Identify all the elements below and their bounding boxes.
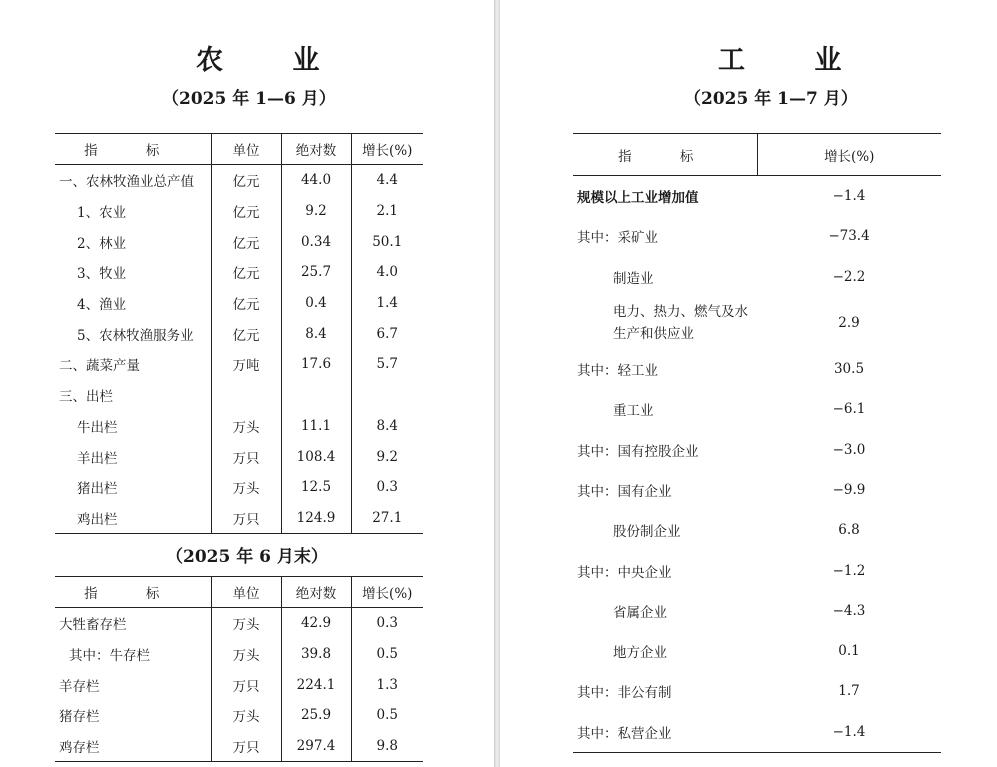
absolute-cell: 9.2 (281, 196, 351, 227)
growth-cell: 1.3 (351, 669, 423, 700)
table-row (55, 411, 423, 442)
growth-cell: −73.4 (828, 228, 870, 245)
unit-cell: 万头 (211, 608, 281, 639)
indicator-cell (573, 349, 757, 389)
unit-cell: 万只 (211, 731, 281, 762)
indicator-cell: 二、蔬菜产量 (59, 358, 140, 375)
indicator-label: 其中：轻工业 (577, 363, 658, 380)
growth-cell: −1.4 (832, 188, 866, 205)
indicator-label: 其中：非公有制 (577, 685, 672, 702)
growth-cell: 30.5 (833, 361, 865, 378)
growth-cell: −2.2 (832, 268, 866, 285)
indicator-cell: 其中：牛存栏 (69, 648, 150, 665)
growth-cell: 50.1 (351, 226, 423, 257)
indicator-cell (573, 591, 757, 631)
growth-cell: 4.4 (351, 165, 423, 196)
indicator-cell: 5、农林牧渔服务业 (77, 327, 194, 344)
header-indicator: 指 标 (55, 577, 211, 608)
growth-cell: 6.7 (351, 318, 423, 349)
indicator-cell: 牛出栏 (77, 419, 118, 436)
unit-cell (211, 380, 281, 411)
table-row (573, 176, 941, 217)
growth-cell: 1.4 (351, 288, 423, 319)
growth-cell: 2.9 (838, 314, 860, 331)
table-row (55, 196, 423, 227)
absolute-cell: 0.4 (281, 288, 351, 319)
table-row (573, 257, 941, 297)
indicator-label: 规模以上工业增加值 (577, 190, 699, 207)
indicator-label: 其中：国有企业 (577, 483, 672, 500)
growth-cell: 1.7 (838, 683, 860, 700)
indicator-cell: 羊出栏 (77, 450, 118, 467)
header-unit: 单位 (211, 134, 281, 165)
indicator-label: 制造业 (613, 270, 654, 287)
unit-cell: 亿元 (211, 196, 281, 227)
table-row (573, 510, 941, 550)
absolute-cell: 44.0 (281, 165, 351, 196)
growth-cell: −4.3 (832, 602, 866, 619)
industry-table (573, 133, 941, 753)
table-row (55, 226, 423, 257)
table-row (573, 631, 941, 671)
absolute-cell: 25.9 (281, 700, 351, 731)
unit-cell: 万吨 (211, 349, 281, 380)
header-growth: 增长(%) (351, 134, 423, 165)
indicator-label-line2: 生产和供应业 (613, 325, 694, 342)
absolute-cell: 297.4 (281, 731, 351, 762)
indicator-cell: 1、农业 (77, 205, 127, 222)
absolute-cell: 42.9 (281, 608, 351, 639)
industry-period: （2025 年 1—7 月） (684, 89, 858, 109)
table-row (55, 700, 423, 731)
unit-cell: 亿元 (211, 318, 281, 349)
indicator-cell (573, 216, 757, 256)
indicator-cell: 鸡存栏 (59, 740, 100, 757)
indicator-cell: 2、林业 (77, 235, 127, 252)
growth-cell: 0.3 (351, 472, 423, 503)
indicator-cell (573, 297, 757, 349)
indicator-cell: 三、出栏 (59, 389, 113, 406)
header-unit: 单位 (211, 577, 281, 608)
indicator-cell (573, 510, 757, 550)
table-row (55, 731, 423, 762)
indicator-cell: 羊存栏 (59, 678, 100, 695)
growth-cell: 0.5 (351, 639, 423, 670)
table-row (573, 671, 941, 711)
table-row (573, 470, 941, 510)
table-row (55, 349, 423, 380)
indicator-label: 其中：私营企业 (577, 725, 672, 742)
growth-cell (351, 380, 423, 411)
indicator-cell: 猪存栏 (59, 709, 100, 726)
absolute-cell: 17.6 (281, 349, 351, 380)
unit-cell: 亿元 (211, 257, 281, 288)
unit-cell: 万只 (211, 503, 281, 534)
header-absolute: 绝对数 (281, 134, 351, 165)
table-row (573, 591, 941, 631)
table-row (55, 441, 423, 472)
table-row (573, 429, 941, 469)
table-row (55, 165, 423, 196)
industry-title: 工 业 (718, 45, 872, 76)
indicator-label: 电力、热力、燃气及水 (613, 303, 748, 320)
table-row (55, 608, 423, 639)
growth-cell: 0.3 (351, 608, 423, 639)
table-row (55, 639, 423, 670)
header-indicator: 指 标 (55, 134, 211, 165)
table-row (573, 389, 941, 429)
unit-cell: 万头 (211, 700, 281, 731)
absolute-cell: 0.34 (281, 226, 351, 257)
indicator-cell: 3、牧业 (77, 266, 127, 283)
indicator-cell (573, 389, 757, 429)
unit-cell: 万头 (211, 639, 281, 670)
indicator-label: 其中：采矿业 (577, 230, 658, 247)
absolute-cell: 8.4 (281, 318, 351, 349)
inventory-period: （2025 年 6 月末） (166, 547, 328, 567)
growth-cell: 0.1 (838, 643, 860, 660)
indicator-cell (573, 176, 757, 217)
growth-cell: −6.1 (832, 401, 866, 418)
header-growth: 增长(%) (351, 577, 423, 608)
growth-cell: 8.4 (351, 411, 423, 442)
table-row (573, 216, 941, 256)
growth-cell: 9.8 (351, 731, 423, 762)
indicator-label: 省属企业 (613, 604, 667, 621)
table-row (55, 257, 423, 288)
indicator-label: 重工业 (613, 403, 654, 420)
indicator-cell (573, 712, 757, 753)
agriculture-output-table (55, 133, 423, 534)
absolute-cell: 108.4 (281, 441, 351, 472)
unit-cell: 万只 (211, 669, 281, 700)
absolute-cell: 39.8 (281, 639, 351, 670)
growth-cell: 5.7 (351, 349, 423, 380)
indicator-cell (573, 671, 757, 711)
absolute-cell: 124.9 (281, 503, 351, 534)
left-page (0, 0, 494, 767)
table-row (55, 503, 423, 534)
indicator-cell (573, 257, 757, 297)
absolute-cell (281, 380, 351, 411)
absolute-cell: 12.5 (281, 472, 351, 503)
growth-cell: −9.9 (832, 481, 866, 498)
unit-cell: 亿元 (211, 226, 281, 257)
table-row (573, 550, 941, 590)
indicator-cell: 鸡出栏 (77, 511, 118, 528)
unit-cell: 亿元 (211, 288, 281, 319)
indicator-cell (573, 631, 757, 671)
absolute-cell: 224.1 (281, 669, 351, 700)
table-row (573, 712, 941, 753)
unit-cell: 万头 (211, 472, 281, 503)
table-row (55, 318, 423, 349)
table-row (55, 472, 423, 503)
indicator-label: 其中：国有控股企业 (577, 443, 699, 460)
header-growth: 增长(%) (757, 134, 941, 176)
indicator-cell: 大牲畜存栏 (59, 617, 127, 634)
growth-cell: −1.4 (832, 723, 866, 740)
indicator-label: 股份制企业 (613, 524, 681, 541)
table-header-row (55, 134, 423, 165)
indicator-cell (573, 429, 757, 469)
indicator-cell (573, 550, 757, 590)
growth-cell: −1.2 (832, 562, 866, 579)
growth-cell: 0.5 (351, 700, 423, 731)
absolute-cell: 25.7 (281, 257, 351, 288)
table-header-row (55, 577, 423, 608)
growth-cell: 6.8 (838, 522, 860, 539)
absolute-cell: 11.1 (281, 411, 351, 442)
header-absolute: 绝对数 (281, 577, 351, 608)
indicator-label: 地方企业 (613, 645, 667, 662)
indicator-cell: 4、渔业 (77, 297, 127, 314)
indicator-label: 其中：中央企业 (577, 564, 672, 581)
header-indicator: 指 标 (573, 134, 757, 176)
livestock-inventory-table (55, 576, 423, 762)
unit-cell: 万只 (211, 441, 281, 472)
growth-cell: 4.0 (351, 257, 423, 288)
table-row (573, 297, 941, 349)
indicator-cell: 一、农林牧渔业总产值 (59, 174, 194, 191)
growth-cell: 27.1 (351, 503, 423, 534)
indicator-cell: 猪出栏 (77, 481, 118, 498)
growth-cell: −3.0 (832, 441, 866, 458)
table-row (573, 349, 941, 389)
unit-cell: 亿元 (211, 165, 281, 196)
unit-cell: 万头 (211, 411, 281, 442)
right-page (500, 0, 997, 767)
table-row (55, 288, 423, 319)
table-row (55, 380, 423, 411)
agriculture-title: 农 业 (196, 45, 350, 76)
table-header-row (573, 134, 941, 176)
table-row (55, 669, 423, 700)
growth-cell: 9.2 (351, 441, 423, 472)
agriculture-period: （2025 年 1—6 月） (162, 89, 336, 109)
growth-cell: 2.1 (351, 196, 423, 227)
indicator-cell (573, 470, 757, 510)
